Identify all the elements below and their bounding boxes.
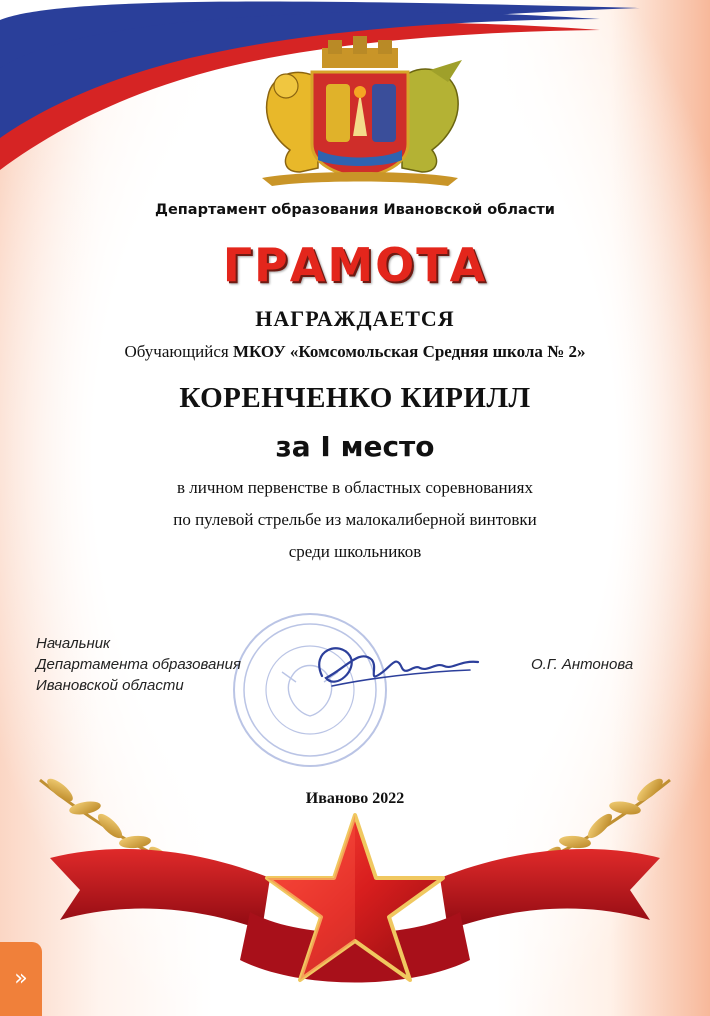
description-line: в личном первенстве в областных соревнованиях <box>177 478 533 497</box>
signatory-name: О.Г. Антонова <box>531 656 634 673</box>
recipient-name: КОРЕНЧЕНКО КИРИЛЛ <box>179 382 531 414</box>
double-chevron-right-icon: » <box>14 966 28 991</box>
award-place: за I место <box>275 430 435 463</box>
student-prefix: Обучающийся <box>124 342 229 361</box>
certificate-title: ГРАМОТА <box>222 238 488 292</box>
official-seal-stamp <box>234 614 386 766</box>
school-name: МКОУ «Комсомольская Средняя школа № 2» <box>232 342 586 361</box>
city-year: Иваново 2022 <box>305 790 405 807</box>
signatory-title-line: Департамента образования <box>36 656 241 673</box>
expand-button[interactable] <box>0 942 42 1016</box>
description-line: по пулевой стрельбе из малокалиберной винтовки <box>173 510 537 529</box>
signatory-title-line: Ивановской области <box>36 677 184 694</box>
department-name: Департамент образования Ивановской области <box>155 202 555 218</box>
awarded-heading: НАГРАЖДАЕТСЯ <box>255 306 455 331</box>
student-school-line <box>0 342 710 362</box>
signature <box>319 648 478 686</box>
signatory-title-line: Начальник <box>36 635 111 652</box>
description-line: среди школьников <box>288 542 422 561</box>
coat-of-arms-emblem <box>262 36 462 186</box>
signatory-title <box>36 633 241 696</box>
